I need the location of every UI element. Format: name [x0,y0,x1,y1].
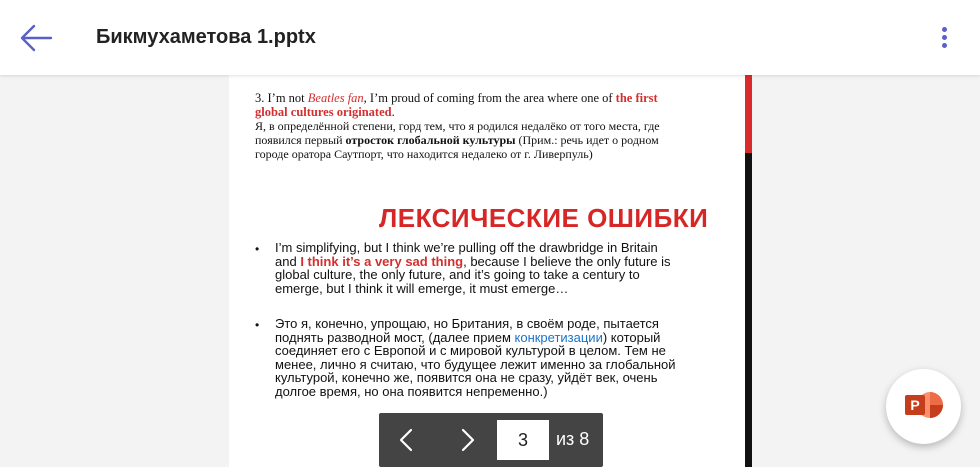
document-title: Бикмухаметова 1.pptx [96,26,316,48]
chevron-right-icon [453,426,481,454]
slide-quote-russian: Я, в определённой степени, горд тем, что я родился недалёко от того места, где появился первый отросток глобальной культуры (Прим.: речь идет о родном городе оратора Саутпорт, что находится недалеко от г. Ливерпуль) [255,119,660,161]
bullet-russian: Это я, конечно, упрощаю, но Британия, в своём роде, пытается поднять разводной мост, (далее прием конкретизации) который соединяет его с Европой и с мировой культурой в целом. Тем не менее, лично я считаю, что будущее лежит именно за глобальной культурой, конечно же, появится она не сразу, уйдёт век, очень долгое время, но она появится непременно.) [275,316,676,399]
bullet-english: I’m simplifying, but I think we’re pulling off the drawbridge in Britain and I think it’s a very sad thing, because I believe the only future is global culture, the only future, and it’s going to take a century to emerge, but I think it will emerge, it must emerge… [275,240,671,296]
app-header [0,0,980,75]
slide-canvas [229,75,752,467]
previous-page-button[interactable] [393,426,421,454]
page-navigator [379,413,603,467]
next-page-button[interactable] [453,426,481,454]
page-number-input[interactable] [497,420,549,460]
chevron-left-icon [393,426,421,454]
slide-quote-english: 3. I’m not Beatles fan, I’m proud of coming from the area where one of the first global cultures originated. [255,91,658,119]
back-button[interactable] [18,22,54,54]
bullet-marker: • [255,242,260,256]
open-in-powerpoint-button[interactable] [886,369,961,444]
arrow-left-icon [18,22,54,54]
slide-accent-bar-red [745,75,752,153]
svg-text:P: P [910,397,920,413]
bullet-marker: • [255,318,260,332]
more-vertical-icon [942,27,947,32]
slide-accent-bar-black [745,153,752,467]
powerpoint-icon [886,369,961,444]
page-total-label: из 8 [556,429,590,449]
slide-heading: ЛЕКСИЧЕСКИЕ ОШИБКИ [379,203,709,233]
more-options-button[interactable] [932,24,956,52]
